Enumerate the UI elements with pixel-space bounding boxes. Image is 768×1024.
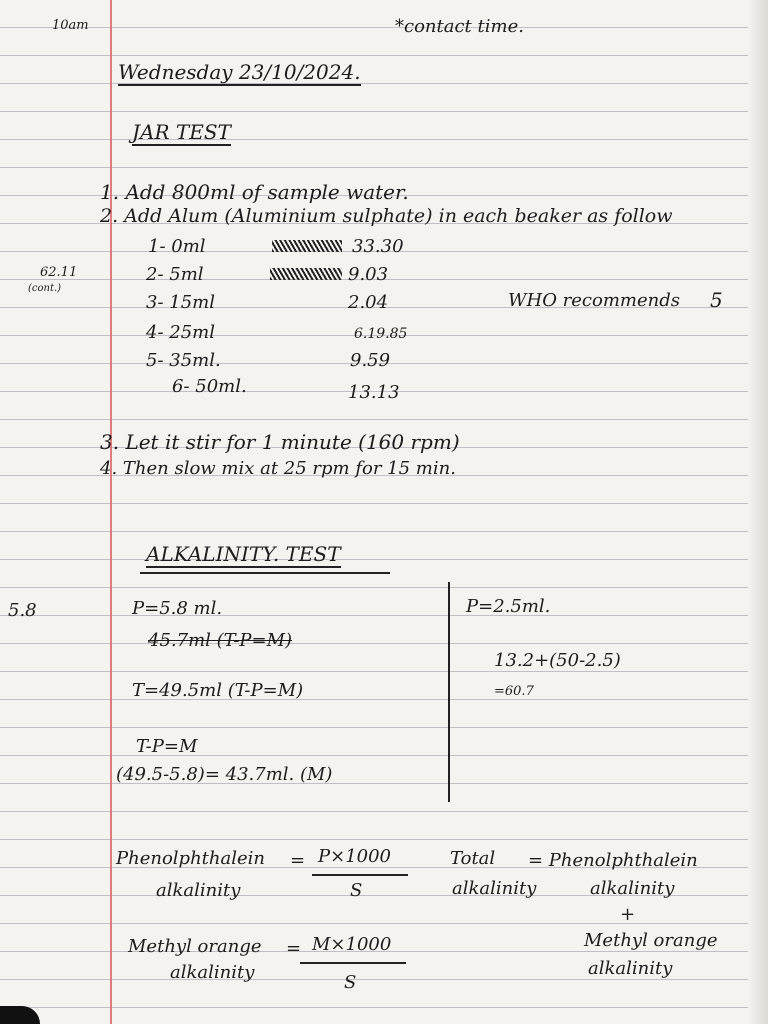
methyl-numerator: M×1000 — [312, 934, 392, 955]
dose-label-6: 6- 50ml. — [172, 376, 247, 397]
dose-label-4: 4- 25ml — [146, 322, 215, 343]
total-rhs-4: alkalinity — [588, 958, 673, 979]
dose-label-2: 2- 5ml — [146, 264, 204, 285]
margin-note-58: 5.8 — [8, 600, 37, 621]
who-value: 5 — [710, 288, 723, 312]
dose-label-5: 5- 35ml. — [146, 350, 221, 371]
scribble-mark-1 — [272, 240, 342, 252]
contact-time-note: *contact time. — [395, 16, 524, 37]
dose-value-4: 6.19.85 — [354, 326, 408, 342]
title-underline — [140, 572, 390, 574]
alk-right-p: P=2.5ml. — [466, 596, 551, 617]
methyl-equals: = — [286, 938, 302, 959]
margin-line — [110, 0, 112, 1024]
total-plus: + — [620, 904, 636, 925]
dose-value-6: 13.13 — [348, 382, 400, 403]
alk-calc: (49.5-5.8)= 43.7ml. (M) — [116, 764, 333, 785]
jar-test-title: JAR TEST — [132, 120, 231, 144]
methyl-label-2: alkalinity — [170, 962, 255, 983]
step-2: 2. Add Alum (Aluminium sulphate) in each beaker as follow — [100, 205, 673, 227]
who-note: WHO recommends — [508, 290, 680, 311]
time-note: 10am — [52, 18, 89, 33]
dose-value-1: 33.30 — [352, 236, 404, 257]
total-rhs-3: Methyl orange — [584, 930, 718, 951]
step-4: 4. Then slow mix at 25 rpm for 15 min. — [100, 458, 456, 479]
phen-numerator: P×1000 — [318, 846, 392, 867]
step-1: 1. Add 800ml of sample water. — [100, 180, 409, 204]
total-rhs-2: alkalinity — [590, 878, 675, 899]
phen-denominator: S — [350, 880, 363, 901]
alk-p-value: P=5.8 ml. — [132, 598, 223, 619]
phen-label-2: alkalinity — [156, 880, 241, 901]
column-divider — [448, 582, 450, 802]
dose-value-3: 2.04 — [348, 292, 389, 313]
dose-label-3: 3- 15ml — [146, 292, 215, 313]
alk-formula: T-P=M — [136, 736, 198, 757]
phen-equals: = — [290, 850, 306, 871]
phen-label-1: Phenolphthalein — [116, 848, 265, 869]
margin-note-cont: (cont.) — [28, 283, 62, 294]
phen-fraction-bar — [312, 874, 408, 876]
dose-label-1: 1- 0ml — [148, 236, 206, 257]
page-edge — [748, 0, 768, 1024]
total-label-2: alkalinity — [452, 878, 537, 899]
methyl-fraction-bar — [300, 962, 406, 964]
date-heading: Wednesday 23/10/2024. — [118, 60, 361, 84]
alk-t-value: T=49.5ml (T-P=M) — [132, 680, 304, 701]
alk-struck-line: 45.7ml (T-P=M) — [148, 630, 293, 651]
dose-value-2: 9.03 — [348, 264, 389, 285]
step-3: 3. Let it stir for 1 minute (160 rpm) — [100, 430, 460, 454]
alk-right-result: =60.7 — [494, 684, 534, 699]
total-label-1: Total — [450, 848, 496, 869]
alk-right-calc: 13.2+(50-2.5) — [494, 650, 621, 671]
scribble-mark-2 — [270, 268, 342, 280]
methyl-label-1: Methyl orange — [128, 936, 262, 957]
alkalinity-title: ALKALINITY. TEST — [146, 542, 341, 566]
methyl-denominator: S — [344, 972, 357, 993]
total-rhs-1: = Phenolphthalein — [528, 850, 698, 871]
margin-note-62: 62.11 — [40, 265, 78, 280]
dose-value-5: 9.59 — [350, 350, 391, 371]
corner-shadow — [0, 1006, 40, 1024]
